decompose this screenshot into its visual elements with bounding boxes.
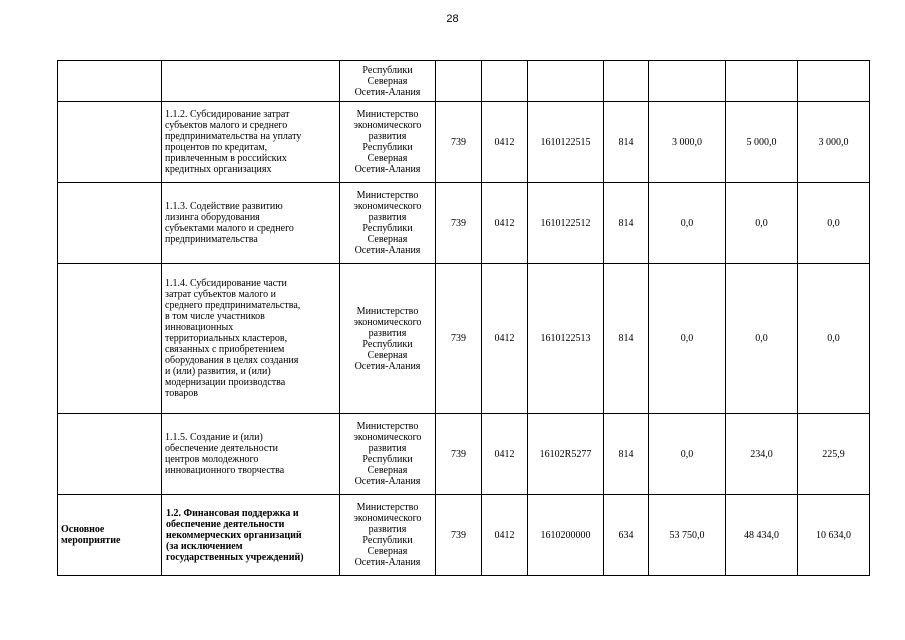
vr-cell: 634	[604, 495, 649, 576]
year3-amount-cell: 0,0	[798, 183, 870, 264]
rzpr-cell: 0412	[482, 183, 528, 264]
executor-cell: Министерство экономического развития Республики Северная Осетия-Алания	[340, 183, 436, 264]
year3-amount-cell: 10 634,0	[798, 495, 870, 576]
year2-amount-cell: 234,0	[726, 414, 798, 495]
status-cell	[58, 61, 162, 102]
csr-cell: 1610122512	[528, 183, 604, 264]
vr-cell: 814	[604, 183, 649, 264]
grbs-cell: 739	[436, 495, 482, 576]
year1-amount-cell	[649, 61, 726, 102]
year1-amount-cell: 53 750,0	[649, 495, 726, 576]
executor-cell: Министерство экономического развития Республики Северная Осетия-Алания	[340, 495, 436, 576]
grbs-cell: 739	[436, 264, 482, 414]
table-row	[58, 102, 870, 183]
year3-amount-cell: 225,9	[798, 414, 870, 495]
year1-amount-cell: 0,0	[649, 414, 726, 495]
table-row	[58, 61, 870, 102]
table-row	[58, 495, 870, 576]
vr-cell	[604, 61, 649, 102]
table-row	[58, 264, 870, 414]
status-cell	[58, 102, 162, 183]
year3-amount-cell	[798, 61, 870, 102]
grbs-cell	[436, 61, 482, 102]
rzpr-cell: 0412	[482, 264, 528, 414]
csr-cell: 16102R5277	[528, 414, 604, 495]
vr-cell: 814	[604, 414, 649, 495]
measure-name-cell	[162, 61, 340, 102]
year2-amount-cell: 0,0	[726, 264, 798, 414]
executor-cell: Министерство экономического развития Республики Северная Осетия-Алания	[340, 414, 436, 495]
status-cell	[58, 414, 162, 495]
csr-cell: 1610122515	[528, 102, 604, 183]
vr-cell: 814	[604, 102, 649, 183]
rzpr-cell	[482, 61, 528, 102]
year1-amount-cell: 0,0	[649, 264, 726, 414]
page-number: 28	[446, 13, 459, 25]
measure-name-cell: 1.1.2. Субсидирование затрат субъектов малого и среднего предпринимательства на уплату процентов по кредитам, привлеченным в российских кредитных организациях	[162, 102, 340, 183]
year3-amount-cell: 0,0	[798, 264, 870, 414]
table-row	[58, 414, 870, 495]
year1-amount-cell: 0,0	[649, 183, 726, 264]
executor-cell: Министерство экономического развития Республики Северная Осетия-Алания	[340, 102, 436, 183]
csr-cell: 1610200000	[528, 495, 604, 576]
vr-cell: 814	[604, 264, 649, 414]
year2-amount-cell: 0,0	[726, 183, 798, 264]
status-cell: Основное мероприятие	[58, 495, 162, 576]
rzpr-cell: 0412	[482, 102, 528, 183]
measure-name-cell: 1.1.3. Содействие развитию лизинга оборудования субъектами малого и среднего предпринимательства	[162, 183, 340, 264]
year2-amount-cell	[726, 61, 798, 102]
status-cell	[58, 183, 162, 264]
budget-table	[57, 60, 870, 576]
measure-name-cell: 1.1.5. Создание и (или) обеспечение деятельности центров молодежного инновационного творчества	[162, 414, 340, 495]
grbs-cell: 739	[436, 183, 482, 264]
csr-cell	[528, 61, 604, 102]
executor-cell: Республики Северная Осетия-Алания	[340, 61, 436, 102]
rzpr-cell: 0412	[482, 414, 528, 495]
rzpr-cell: 0412	[482, 495, 528, 576]
executor-cell: Министерство экономического развития Республики Северная Осетия-Алания	[340, 264, 436, 414]
status-cell	[58, 264, 162, 414]
grbs-cell: 739	[436, 414, 482, 495]
table-row	[58, 183, 870, 264]
measure-name-cell: 1.2. Финансовая поддержка и обеспечение деятельности некоммерческих организаций (за исключением государственных учреждений)	[162, 495, 340, 576]
year3-amount-cell: 3 000,0	[798, 102, 870, 183]
grbs-cell: 739	[436, 102, 482, 183]
year1-amount-cell: 3 000,0	[649, 102, 726, 183]
year2-amount-cell: 5 000,0	[726, 102, 798, 183]
measure-name-cell: 1.1.4. Субсидирование части затрат субъектов малого и среднего предпринимательства, в том числе участников инновационных территориальных кластеров, связанных с приобретением оборудования в целях создания и (или) развития, и (или) модернизации производства товаров	[162, 264, 340, 414]
csr-cell: 1610122513	[528, 264, 604, 414]
year2-amount-cell: 48 434,0	[726, 495, 798, 576]
